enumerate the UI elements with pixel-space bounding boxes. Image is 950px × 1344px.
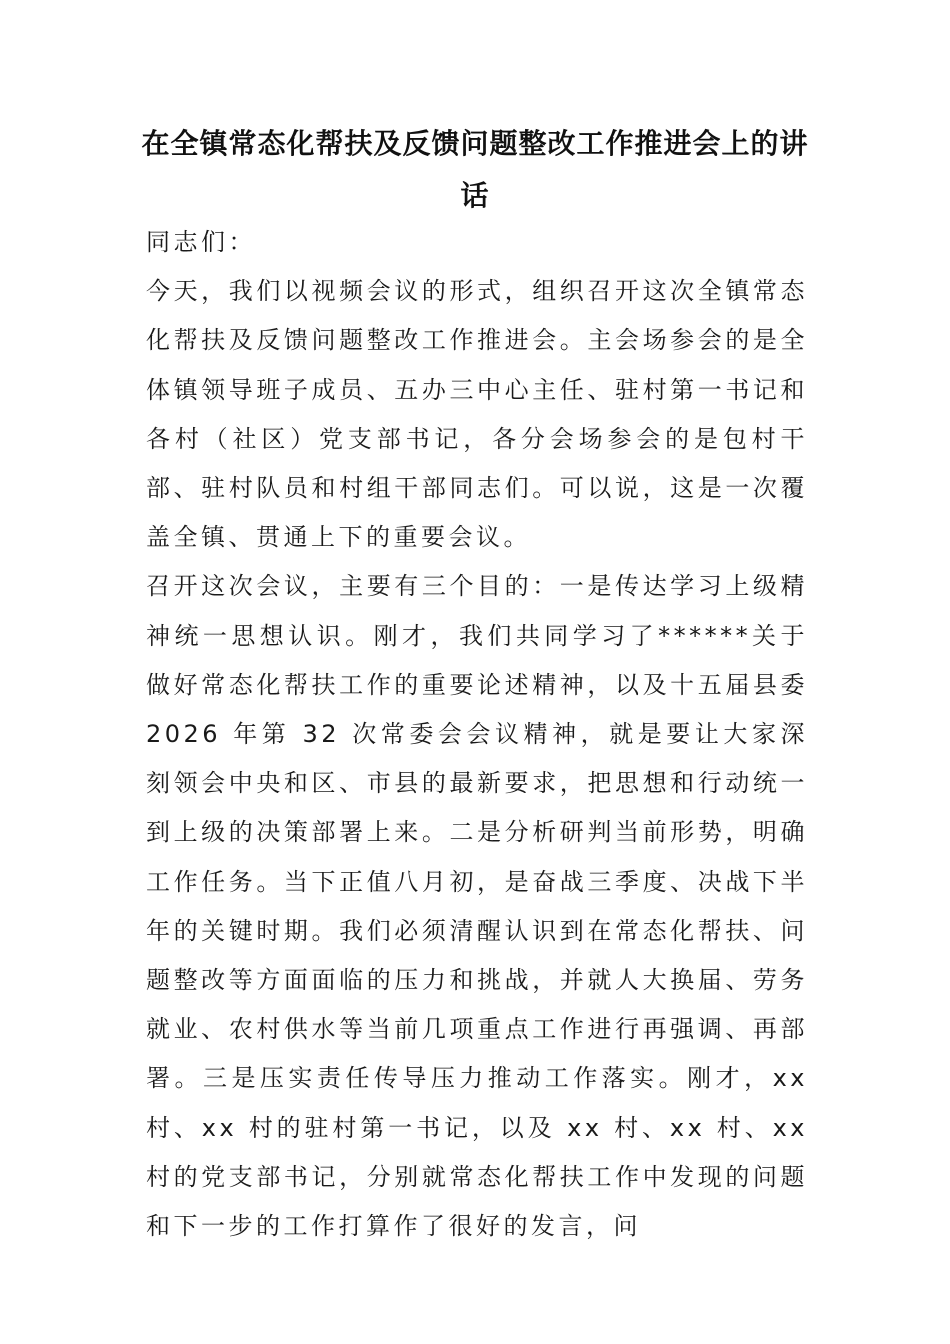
salutation: 同志们： <box>146 228 256 256</box>
paragraph-2: 召开这次会议，主要有三个目的：一是传达学习上级精神统一思想认识。刚才，我们共同学习了******关于做好常态化帮扶工作的重要论述精神，以及十五届县委 2026 年第 32 次常委会会议精神，就是要让大家深刻领会中央和区、市县的最新要求，把思想和行动统一到上级的决策部署上来。二是分析研判当前形势，明确工作任务。当下正值八月初，是奋战三季度、决战下半年的关键时期。我们必须清醒认识到在常态化帮扶、问题整改等方面面临的压力和挑战，并就人大换届、劳务就业、农村供水等当前几项重点工作进行再强调、再部署。三是压实责任传导压力推动工作落实。刚才，xx 村、xx 村的驻村第一书记，以及 xx 村、xx 村、xx 村的党支部书记，分别就常态化帮扶工作中发现的问题和下一步的工作打算作了很好的发言，问 <box>146 572 808 1241</box>
document-body <box>146 218 808 1251</box>
document-title: 在全镇常态化帮扶及反馈问题整改工作推进会上的讲话 <box>141 127 809 212</box>
paragraph-1: 今天，我们以视频会议的形式，组织召开这次全镇常态化帮扶及反馈问题整改工作推进会。主会场参会的是全体镇领导班子成员、五办三中心主任、驻村第一书记和各村（社区）党支部书记，各分会场参会的是包村干部、驻村队员和村组干部同志们。可以说，这是一次覆盖全镇、贯通上下的重要会议。 <box>146 277 808 552</box>
